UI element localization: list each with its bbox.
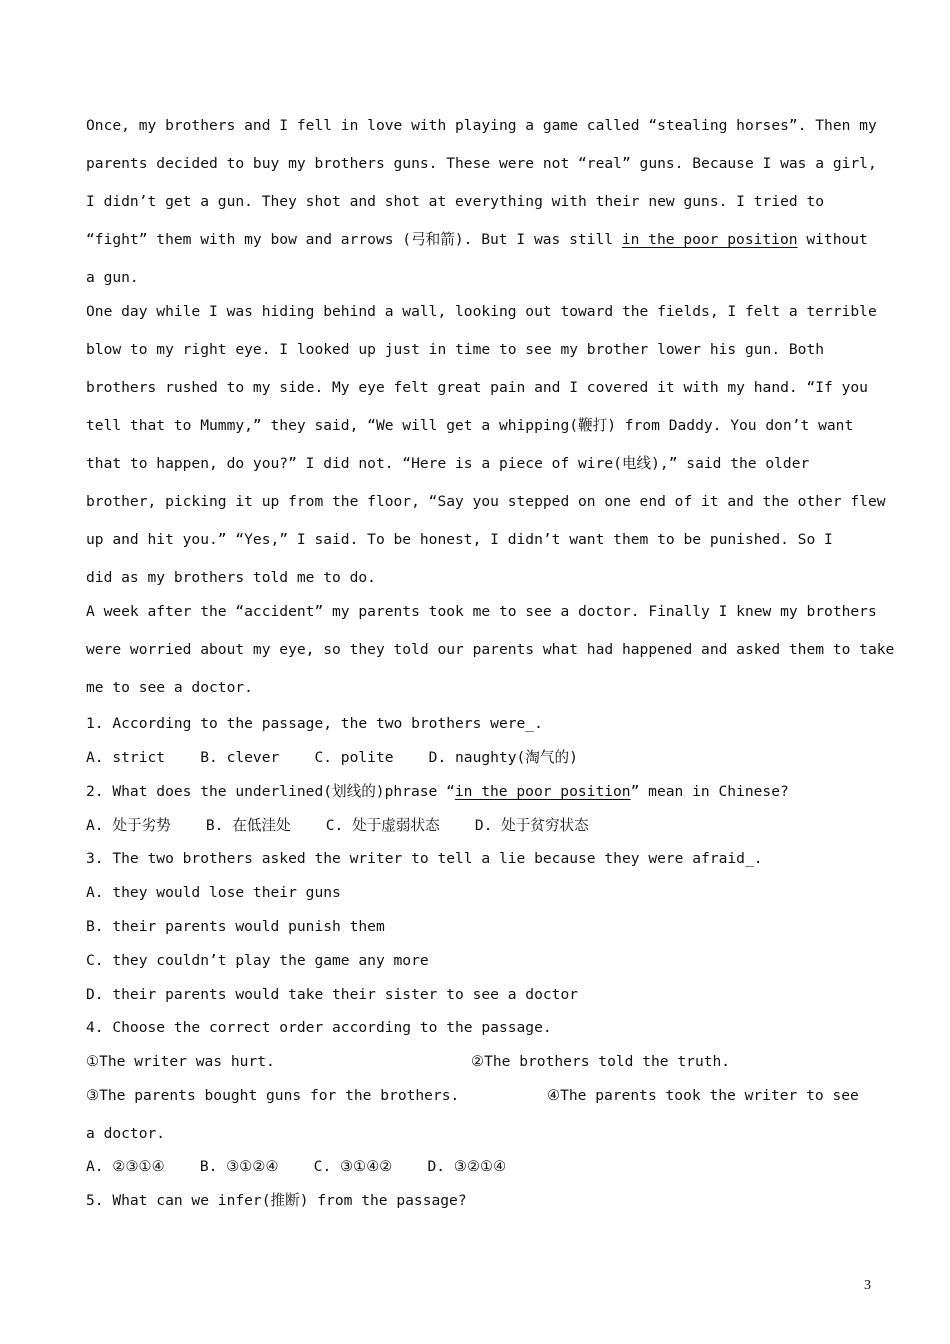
question-4-item-3: ③The parents bought guns for the brothers.: [86, 1087, 460, 1104]
question-1-options: A. strict B. clever C. polite D. naughty(淘气的): [86, 749, 578, 766]
text-line: were worried about my eye, so they told our parents what had happened and asked them to take: [86, 641, 895, 658]
question-5: 5. What can we infer(推断) from the passage?: [86, 1192, 467, 1209]
text-line: me to see a doctor.: [86, 679, 253, 696]
text-line: One day while I was hiding behind a wall, looking out toward the fields, I felt a terrible: [86, 303, 877, 320]
passage-paragraph-1: [86, 112, 877, 302]
text-line: that to happen, do you?” I did not. “Here is a piece of wire(电线),” said the older: [86, 455, 810, 472]
text-line: brother, picking it up from the floor, “Say you stepped on one end of it and the other flew: [86, 493, 886, 510]
question-2: [86, 782, 876, 802]
question-3-option-d: D. their parents would take their sister to see a doctor: [86, 986, 579, 1003]
underlined-phrase: in the poor position: [454, 783, 631, 800]
text-line: blow to my right eye. I looked up just in time to see my brother lower his gun. Both: [86, 341, 825, 358]
passage-paragraph-2: [86, 298, 886, 602]
text-line: a gun.: [86, 269, 139, 286]
text-segment: “fight” them with my bow and arrows (弓和箭). But I was still: [86, 231, 622, 248]
question-4-options: A. ②③①④ B. ③①②④ C. ③①④② D. ③②①④: [86, 1158, 507, 1175]
underlined-phrase: in the poor position: [621, 231, 798, 248]
text-line: [86, 226, 866, 264]
question-1: 1. According to the passage, the two brothers were_.: [86, 715, 543, 732]
question-3-option-b: B. their parents would punish them: [86, 918, 385, 935]
page-number: 3: [864, 1278, 871, 1293]
passage-paragraph-3: [86, 598, 895, 712]
text-line: parents decided to buy my brothers guns. These were not “real” guns. Because I was a girl,: [86, 155, 877, 172]
question-3-option-a: A. they would lose their guns: [86, 884, 341, 901]
question-4: 4. Choose the correct order according to the passage.: [86, 1019, 552, 1036]
question-3: 3. The two brothers asked the writer to tell a lie because they were afraid_.: [86, 850, 763, 867]
question-4-item-1: ①The writer was hurt.: [86, 1053, 275, 1070]
text-segment: ” mean in Chinese?: [630, 783, 789, 800]
question-3-option-c: C. they couldn’t play the game any more: [86, 952, 429, 969]
question-4-item-4: ④The parents took the writer to see: [547, 1087, 859, 1104]
text-line: did as my brothers told me to do.: [86, 569, 376, 586]
text-segment: 2. What does the underlined(划线的)phrase “: [86, 783, 455, 800]
text-line: A week after the “accident” my parents took me to see a doctor. Finally I knew my brothers: [86, 603, 877, 620]
text-line: Once, my brothers and I fell in love with playing a game called “stealing horses”. Then my: [86, 117, 877, 134]
text-line: brothers rushed to my side. My eye felt great pain and I covered it with my hand. “If you: [86, 379, 868, 396]
question-2-options: A. 处于劣势 B. 在低洼处 C. 处于虚弱状态 D. 处于贫穷状态: [86, 817, 589, 834]
text-line: up and hit you.” “Yes,” I said. To be honest, I didn’t want them to be punished. So I: [86, 531, 833, 548]
text-line: I didn’t get a gun. They shot and shot at everything with their new guns. I tried to: [86, 193, 825, 210]
question-4-item-2: ②The brothers told the truth.: [471, 1053, 731, 1070]
text-segment: without: [797, 231, 868, 248]
question-4-item-4-continued: a doctor.: [86, 1125, 166, 1142]
text-line: tell that to Mummy,” they said, “We will get a whipping(鞭打) from Daddy. You don’t want: [86, 417, 854, 434]
